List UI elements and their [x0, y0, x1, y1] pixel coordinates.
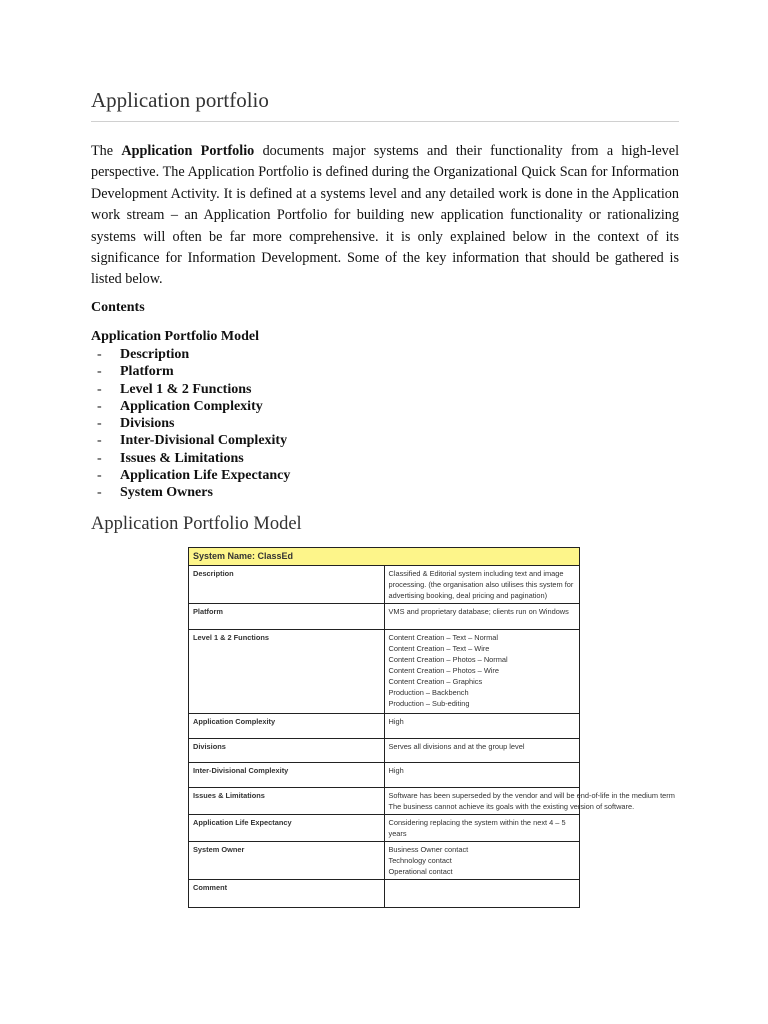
- contents-label: Contents: [91, 300, 145, 315]
- table-row: [189, 815, 580, 842]
- row-label: Inter-Divisional Complexity: [189, 763, 385, 788]
- toc-title: Application Portfolio Model: [91, 329, 259, 344]
- toc-dash: -: [97, 416, 102, 432]
- row-value: [384, 815, 580, 842]
- row-value-line: Considering replacing the system within the next 4 – 5 years: [388, 818, 566, 838]
- row-value-line: Content Creation – Photos – Normal: [388, 655, 508, 664]
- model-heading: Application Portfolio Model: [91, 514, 302, 534]
- toc-dash: -: [97, 364, 102, 380]
- toc-dash: -: [97, 485, 102, 501]
- toc-item-label: Platform: [120, 364, 174, 380]
- intro-paragraph: [91, 141, 679, 291]
- row-label: Divisions: [189, 739, 385, 763]
- row-label: Application Life Expectancy: [189, 815, 385, 842]
- table-row: [189, 788, 580, 815]
- intro-body: documents major systems and their functionality from a high-level perspective. The Application Portfolio is defined during the Organizational Quick Scan for Information Development Activity. It is defined at a systems level and any detailed work is done in the Application work stream – an Application Portfolio for building new application functionality or rationalizing systems will often be far more comprehensive. it is only explained below in the context of its significance for Information Development. Some of the key information that should be gathered is listed below.: [91, 143, 680, 288]
- toc-item-label: Issues & Limitations: [120, 450, 244, 466]
- portfolio-model-table: [188, 547, 675, 908]
- intro-lead: The: [91, 143, 122, 159]
- row-value-line: Production – Sub-editing: [388, 699, 470, 708]
- row-value-line: VMS and proprietary database; clients run on Windows: [388, 607, 569, 616]
- row-label: Application Complexity: [189, 714, 385, 739]
- toc-item-label: Level 1 & 2 Functions: [120, 381, 252, 397]
- row-label: Level 1 & 2 Functions: [189, 630, 385, 714]
- row-value: [384, 842, 580, 880]
- toc-item-label: Application Life Expectancy: [120, 468, 291, 484]
- row-value-line: Business Owner contact: [388, 845, 469, 854]
- row-value: [384, 714, 580, 739]
- row-value-line: Operational contact: [388, 867, 453, 876]
- toc-item-label: Description: [120, 347, 190, 362]
- table-row: [189, 763, 580, 788]
- row-value: [384, 604, 580, 630]
- table-row: [189, 880, 580, 908]
- page-title: Application portfolio: [91, 88, 269, 112]
- toc-item-label: Divisions: [120, 416, 175, 432]
- row-value-line: Software has been superseded by the vendor and will be end-of-life in the medium term: [388, 791, 675, 800]
- row-value: [384, 763, 580, 788]
- row-value: [384, 566, 580, 604]
- title-divider: [91, 121, 679, 122]
- row-value-line: Serves all divisions and at the group level: [388, 742, 525, 751]
- toc-dash: -: [97, 450, 102, 466]
- table-row: [189, 739, 580, 763]
- row-value: [384, 739, 580, 763]
- row-label: Platform: [189, 604, 385, 630]
- toc-item-label: Application Complexity: [120, 398, 263, 414]
- row-value-line: Technology contact: [388, 856, 452, 865]
- toc-item-label: System Owners: [120, 485, 213, 501]
- row-label: System Owner: [189, 842, 385, 880]
- toc-dash: -: [97, 381, 102, 397]
- table-row: [189, 630, 580, 714]
- toc-dash: -: [97, 468, 102, 484]
- row-value-line: Production – Backbench: [388, 688, 469, 697]
- row-value-line: Content Creation – Photos – Wire: [388, 666, 500, 675]
- row-value-line: Content Creation – Text – Normal: [388, 633, 499, 642]
- row-value: [384, 880, 580, 908]
- toc-dash: -: [97, 433, 102, 449]
- table-row: [189, 714, 580, 739]
- toc-item-label: Inter-Divisional Complexity: [120, 433, 288, 449]
- row-value-line: Classified & Editorial system including text and image processing. (the organisation also utilises this system for advertising booking, deal pricing and pagination): [388, 569, 574, 600]
- row-label: Issues & Limitations: [189, 788, 385, 815]
- row-value-line: The business cannot achieve its goals with the existing version of software.: [388, 802, 635, 811]
- row-value: [384, 788, 675, 815]
- row-value-line: Content Creation – Text – Wire: [388, 644, 490, 653]
- table-header-row: [189, 548, 580, 566]
- table-row: [189, 842, 580, 880]
- row-value-line: Content Creation – Graphics: [388, 677, 483, 686]
- row-value-line: High: [388, 717, 404, 726]
- row-label: Comment: [189, 880, 385, 908]
- system-name-cell: System Name: ClassEd: [189, 548, 580, 566]
- toc-dash: -: [97, 398, 102, 414]
- table-row: [189, 566, 580, 604]
- table-row: [189, 604, 580, 630]
- toc-dash: -: [97, 347, 102, 362]
- row-label: Description: [189, 566, 385, 604]
- row-value: [384, 630, 580, 714]
- row-value-line: High: [388, 766, 404, 775]
- intro-bold-term: Application Portfolio: [121, 143, 255, 159]
